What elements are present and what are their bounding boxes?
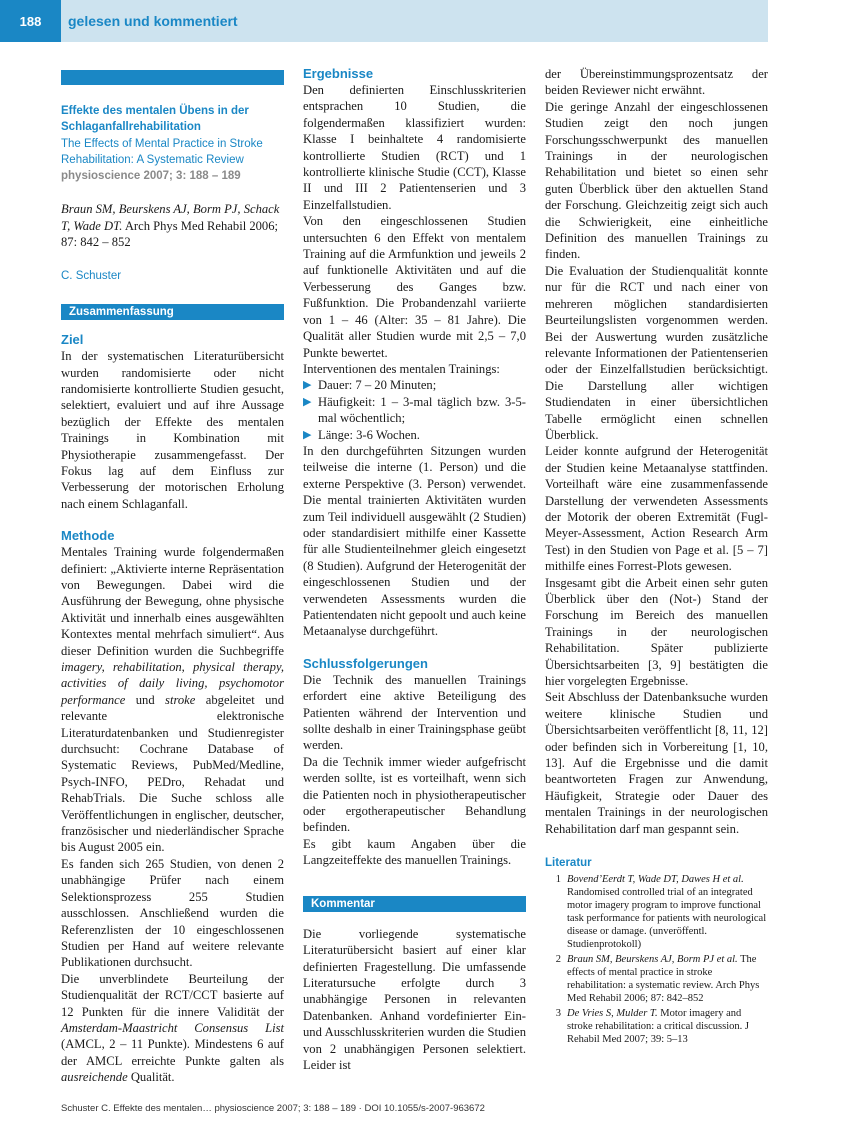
- running-head: gelesen und kommentiert: [68, 13, 238, 29]
- methode-paragraph: Es fanden sich 265 Studien, von denen 2 unabhängige Prüfer nach einem Selektionsprozess 255 Studien ausschlossen. Anschließend wurden die Referenzlisten der 10 eingeschlossenen Studien per Hand auf weitere relevante Publikationen durchsucht.: [61, 856, 284, 970]
- page-footer: Schuster C. Effekte des mentalen… physioscience 2007; 3: 188 – 189 · DOI 10.1055/s-2007-963672: [61, 1103, 485, 1114]
- ergebnisse-paragraph: Den definierten Einschlusskriterien entsprachen 10 Studien, die folgendermaßen klassifiziert wurden: Klasse I beinhaltete 4 randomisierte kontrollierte Studien (RCT) und 1 kontrollierte klinische Studie (CCT), Klasse II und III 2 Patientenserien und 3 Einzelfallstudien.: [303, 83, 526, 212]
- kommentar-paragraph: Die geringe Anzahl der eingeschlossenen Studien zeigt den noch jungen Forschungsschwerpunkt des manuellen Trainings in der neurologischen Rehabilitation und bietet so einen sehr guten Überblick über den aktuellen Stand der Forschung. Gleichzeitig zeigt sich auch die Schwierigkeit, eine einheitliche Definition des manuellen Trainings zu finden.: [545, 99, 768, 262]
- section-heading-schluss: Schlussfolgerungen: [303, 655, 428, 671]
- kommentar-paragraph: Die vorliegende systematische Literaturübersicht basiert auf einer klar definierten Fragestellung. Die umfassende Literatursuche erfolgte durch 3 unabhängige Personen in relevanten Datenbanken. Anhand vordefinierter Ein- und Ausschlusskriterien wurden die Studien von 2 unabhängigen Personen selektiert. Leider ist: [303, 926, 526, 1072]
- citation-source: Arch Phys Med Rehabil 2006; 87: 842 – 852: [61, 218, 279, 250]
- section-heading-literatur: Literatur: [545, 857, 592, 870]
- bullet-arrow-icon: ▶: [303, 379, 312, 392]
- citation-authors: Braun SM, Beurskens AJ, Borm PJ, Schack T, Wade DT.: [61, 202, 280, 233]
- section-heading-ergebnisse: Ergebnisse: [303, 66, 374, 81]
- bullet-arrow-icon: ▶: [303, 395, 312, 408]
- bullet-item: ▶ Länge: 3-6 Wochen.: [303, 427, 420, 442]
- methode-paragraph: Die unverblindete Beurteilung der Studienqualität der RCT/CCT basierte auf 12 Punkten für die innere Validität der Amsterdam-Maastricht Consensus List (AMCL, 2 – 11 Punkte). Mindestens 6 auf der AMCL erreichte Punkte galten als ausreichende Qualität.: [61, 971, 284, 1085]
- page-number: 188: [0, 0, 61, 42]
- bullet-item: ▶ Häufigkeit: 1 – 3-mal täglich bzw. 3-5-mal wöchentlich;: [303, 394, 526, 426]
- commentator: C. Schuster: [61, 269, 122, 282]
- zusammenfassung-label: Zusammenfassung: [61, 304, 284, 320]
- kommentar-label: Kommentar: [303, 896, 526, 912]
- original-citation: [61, 201, 284, 250]
- ziel-text: In der systematischen Literaturübersicht wurden randomisierte oder nicht randomisierte kontrollierte Studien gesucht, selektiert, evaluiert und auf ihre Aussage bezüglich der Effekte des mentalen Trainings in Kombination mit Physiotherapie zusammengefasst. Der Fokus lag auf dem Einfluss zur Verbesserung der motorischen Erholung nach einem Schlaganfall.: [61, 349, 284, 511]
- article-title-en: The Effects of Mental Practice in Stroke Rehabilitation: A Systematic Review: [61, 137, 263, 166]
- column-2: [303, 66, 526, 1073]
- kommentar-paragraph: Insgesamt gibt die Arbeit einen sehr guten Überblick über den (Not-) Stand der Forschung im Bereich des manuellen Trainings in der neurologischen Rehabilitation. Später publizierte Übersichtsarbeiten [3, 9] bestätigten die hier vorgelegten Ergebnisse.: [545, 575, 768, 689]
- bullet-arrow-icon: ▶: [303, 428, 312, 441]
- article-title-block: [61, 103, 284, 184]
- section-heading-methode: Methode: [61, 528, 115, 544]
- article-title-de: Effekte des mentalen Übens in der Schlaganfallrehabilitation: [61, 105, 249, 134]
- journal-reference: physioscience 2007; 3: 188 – 189: [61, 170, 241, 183]
- schluss-paragraph: Da die Technik immer wieder aufgefrischt werden sollte, ist es vorteilhaft, wenn sich die Patienten noch in physiotherapeutischer oder ergotherapeutischer Behandlung befinden.: [303, 754, 526, 835]
- schluss-paragraph: Es gibt kaum Angaben über die Langzeiteffekte des manuellen Trainings.: [303, 836, 526, 868]
- kommentar-paragraph: Leider konnte aufgrund der Heterogenität der Studien keine Metaanalyse stattfinden. Vorteilhaft wäre eine zusammenfassende Darstellung der verwendeten Assessments der Motorik der oberen Extremität (Fugl-Meyer-Assessment, Action Research Arm Test) in den Studien von Page et al. [5 – 7] mithilfe eines Forrest-Plots gewesen.: [545, 444, 768, 574]
- section-heading-ziel: Ziel: [61, 332, 84, 348]
- reference-item: 1 Bovend’Eerdt T, Wade DT, Dawes H et al. Randomised controlled trial of an integrated motor imagery program to improve functional task performance for patients with neurological disease or damage. (unveröffentl. Studienprotokoll): [555, 874, 767, 951]
- title-rule: [61, 70, 284, 85]
- column-3: [545, 66, 768, 1046]
- ergebnisse-paragraph: Von den eingeschlossenen Studien untersuchten 6 den Effekt von mentalem Training auf die Armfunktion und jeweils 2 auf funktionelle Aktivitäten und auf die Verbesserung des Ganges bzw. Fußfunktion. Die Probandenzahl variierte von 1 – 46 (Alter: 35 – 81 Jahre). Die Qualität aller Studien wurde mit 2,5 – 7,0 Punkte bewertet.: [303, 214, 526, 360]
- ergebnisse-paragraph: In den durchgeführten Sitzungen wurden teilweise die interne (1. Person) und die externe Perspektive (3. Person) verwendet. Die mental trainierten Aktivitäten wurden zum Teil individuell ausgewählt (2 Studien) oder standardisiert mithilfe einer Kassette für alle Studienteilnehmer gleich eingesetzt (8 Studien). Aufgrund der Heterogenität der eingeschlossenen Studien und der verwendeten Assessments wurden die Patientendaten nicht gepoolt und auch keine Metaanalyse durchgeführt.: [303, 443, 526, 639]
- kommentar-paragraph: Seit Abschluss der Datenbanksuche wurden weitere klinische Studien und Übersichtsarbeiten veröffentlicht [8, 11, 12] oder befinden sich in Vorbereitung [1, 10, 13]. Auf die Ergebnisse und die damit beantworteten Fragen zur Anwendung, Häufigkeit, Strategie oder Dauer des mentalen Trainings in der neurologischen Rehabilitation darf man gespannt sein.: [545, 690, 768, 836]
- column-1: [61, 66, 284, 1086]
- methode-paragraph: Mentales Training wurde folgendermaßen definiert: „Aktivierte interne Repräsentation von Bewegungen. Dabei wird die Ausführung der Bewegung, ohne physische Aktivität und innerhalb eines ausgewählten Kontextes mental mehrfach simuliert“. Aus dieser Definition wurden die Suchbegriffe imagery, rehabilitation, physical therapy, activities of daily living, psychomotor performance und stroke abgeleitet und relevante elektronische Literaturdatenbanken und Studienregister durchsucht: Cochrane Database of Systematic Reviews, PubMed/Medline, Psych-INFO, PEDro, Rehadat und RehabTrials. Die Suche schloss alle Veröffentlichungen in englischer, deutscher, französischer und niederländischer Sprache bis August 2005 ein.: [61, 545, 284, 855]
- kommentar-paragraph: Die Evaluation der Studienqualität konnte nur für die RCT und nach einer von mehreren möglichen standardisierten Beurteilungslisten vorgenommen werden. Bei der Auswertung wurden zusätzliche relevante Informationen der Patientenserien oder der Einzelfallstudien berücksichtigt. Die Darstellung aller wichtigen Studiendaten in einer übersichtlichen Tabelle ermöglicht einen schnellen Überblick.: [545, 263, 768, 442]
- reference-item: 2 Braun SM, Beurskens AJ, Borm PJ et al. The effects of mental practice in stroke rehabilitation: a systematic review. Arch Phys Med Rehabil 2006; 87: 842–852: [555, 954, 760, 1005]
- kommentar-paragraph: der Übereinstimmungsprozentsatz der beiden Reviewer nicht erwähnt.: [545, 67, 768, 98]
- schluss-paragraph: Die Technik des manuellen Trainings erfordert eine aktive Beteiligung des Patienten während der Intervention und sollte deshalb in einer Trainingsphase geübt werden.: [303, 672, 526, 753]
- bullet-item: ▶ Dauer: 7 – 20 Minuten;: [303, 378, 437, 393]
- reference-item: 3 De Vries S, Mulder T. Motor imagery and stroke rehabilitation: a critical discussion. J Rehabil Med 2007; 39: 5–13: [555, 1008, 749, 1046]
- ergebnisse-paragraph: Interventionen des mentalen Trainings:: [303, 361, 500, 376]
